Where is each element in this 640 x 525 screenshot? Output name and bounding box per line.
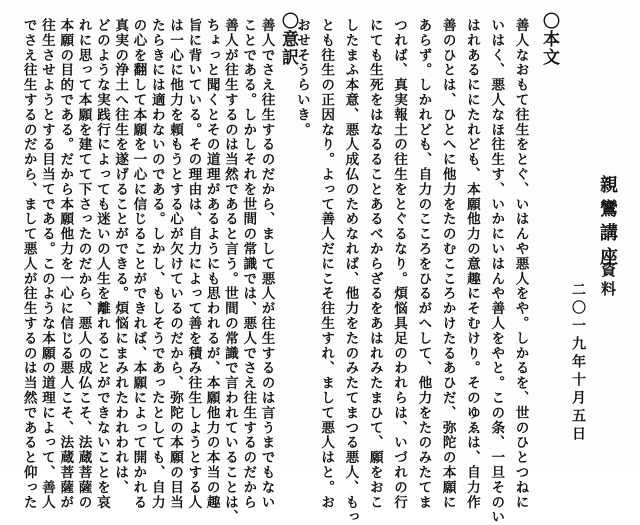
- document-subtitle: 資料: [599, 262, 617, 300]
- iyaku-text-line: 旨に背いている。その理由は、自力によって善を積み往生しようとする人: [185, 18, 202, 510]
- honbun-text-line: いはく、悪人なほ往生す、いかにいはんや善人をやと。この条、一旦そのい: [488, 18, 505, 525]
- iyaku-text-line: でさえ往生するのだから、まして悪人が往生するのは当然であると仰った: [20, 18, 37, 510]
- iyaku-text-line: れに思って本願を建てて下さったのだから、悪人の成仏こそ、法蔵菩薩の: [75, 18, 92, 510]
- document-date: 二〇一九年十月五日: [570, 282, 586, 444]
- iyaku-text-line: ちょっと聞くとその道理があるようにも思われるが、本願他力の本当の趣: [203, 18, 220, 510]
- document-title: 親鸞講座: [597, 175, 618, 271]
- iyaku-heading: 〇意訳: [278, 12, 298, 66]
- iyaku-text-line: 真実の浄土へ往生を遂げることができる。煩悩にまみれたわれわれは、: [112, 18, 129, 495]
- honbun-heading: 〇本文: [539, 12, 559, 66]
- iyaku-text-line: ことである。しかしそれを世間の常識では、悪人でさえ往生するのだから: [240, 18, 257, 510]
- iyaku-text-line: は一心に他力を頼もうとする心が欠けているのだから、弥陀の本願の目当: [167, 18, 184, 510]
- honbun-text-line: おせそうらいき。: [293, 18, 310, 138]
- iyaku-text-line: 善人でさえ往生するのだから、まして悪人が往生するのは言うまでもない: [258, 18, 275, 510]
- iyaku-text-line: 善人が往生するのは当然であると言う。世間の常識で言われていることは、: [221, 18, 238, 525]
- honbun-text-line: つれば、真実報土の往生をとぐるなり。煩悩具足のわれらは、いづれの行: [391, 18, 408, 510]
- iyaku-text-line: どのような実践行によっても迷いの人生を離れることができないことを哀: [93, 18, 110, 510]
- iyaku-text-line: 本願の目的である。だから本願他力を一心に信じる悪人こそ、法蔵菩薩が: [57, 18, 74, 510]
- honbun-text-line: とも往生の正因なり。よって善人だにこそ往生すれ、まして悪人はと。お: [318, 18, 335, 510]
- honbun-text-line: あらず。しかれども、自力のこころをひるがへして、他力をたのみたてま: [415, 18, 432, 510]
- honbun-text-line: はれあるににたれども、本願他力の意趣にそむけり。そのゆゑは、自力作: [463, 18, 480, 510]
- honbun-text-line: したまふ本意、悪人成仏のためなれば、他力をたのみたてまつる悪人、もっ: [342, 18, 359, 525]
- iyaku-text-line: の心を翻して本願を一心に信じることができれば、本願によって開かれる: [130, 18, 147, 510]
- honbun-text-line: 善のひとは、ひとへに他力をたのむこころかけたるあひだ、弥陀の本願に: [439, 18, 456, 510]
- honbun-text-line: 善人なおもて往生をとぐ、いはんや悪人をや。しかるを、世のひとつねに: [512, 18, 529, 510]
- honbun-text-line: にても生死をはなるることあるべからざるをあはれみたまひて、願をおこ: [366, 18, 383, 510]
- iyaku-text-line: 往生させようとする目当てである。このような本願の道理によって、善人: [38, 18, 55, 510]
- iyaku-text-line: たらきには適わないのである。しかし、もしそうであったとしても、自力: [148, 18, 165, 510]
